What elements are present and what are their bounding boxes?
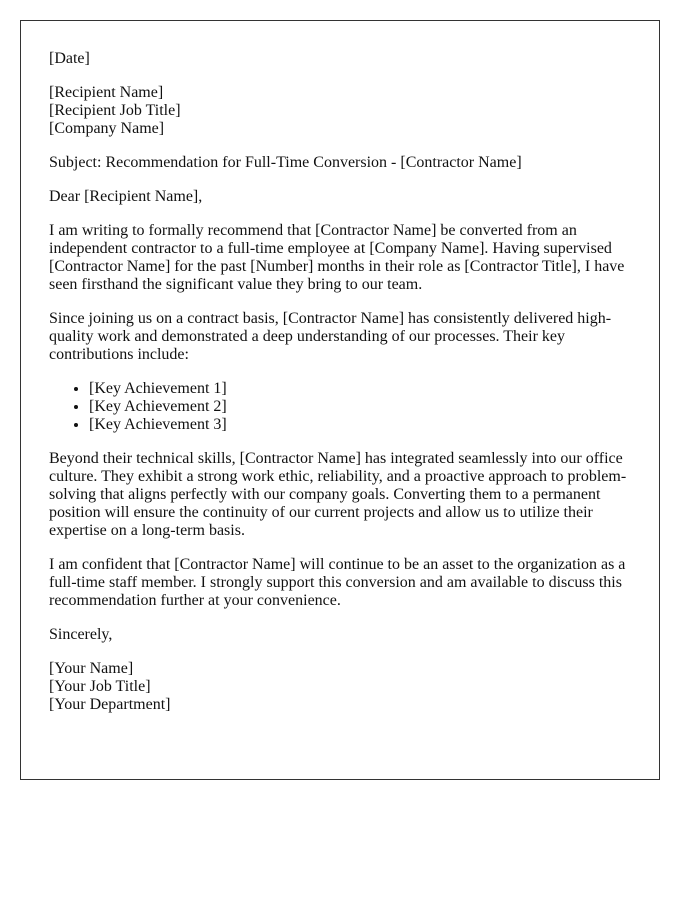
letter-closing: Sincerely,	[49, 626, 113, 643]
body-paragraph-culture: Beyond their technical skills, [Contractor Name] has integrated seamlessly into our office culture. They exhibit a strong work ethic, reliability, and a proactive approach to problem-solving that aligns perfectly with our company goals. Converting them to a permanent position will ensure the continuity of our current projects and allow us to utilize their expertise on a long-term basis.	[49, 450, 627, 539]
achievement-item: • [Key Achievement 2]	[89, 398, 631, 416]
recipient-job-title: [Recipient Job Title]	[49, 102, 181, 119]
letter-subject: Subject: Recommendation for Full-Time Conversion - [Contractor Name]	[49, 154, 522, 171]
body-paragraph-intro: I am writing to formally recommend that [Contractor Name] be converted from an independent contractor to a full-time employee at [Company Name]. Having supervised [Contractor Name] for the past [Number] months in their role as [Contractor Title], I have seen firsthand the significant value they bring to our team.	[49, 222, 625, 293]
achievement-item: • [Key Achievement 3]	[89, 416, 631, 434]
recipient-company: [Company Name]	[49, 120, 165, 137]
sender-department: [Your Department]	[49, 696, 171, 713]
achievement-item: • [Key Achievement 1]	[89, 380, 631, 398]
body-paragraph-contributions: Since joining us on a contract basis, [Contractor Name] has consistently delivered high-quality work and demonstrated a deep understanding of our processes. Their key contributions include:	[49, 310, 612, 363]
letter-page	[20, 20, 660, 780]
sender-name: [Your Name]	[49, 660, 134, 677]
recipient-name: [Recipient Name]	[49, 84, 164, 101]
recipient-block	[49, 84, 631, 138]
letter-salutation: Dear [Recipient Name],	[49, 188, 203, 205]
body-paragraph-conclusion: I am confident that [Contractor Name] will continue to be an asset to the organization as a full-time staff member. I strongly support this conversion and am available to discuss this recommendation further at your convenience.	[49, 556, 626, 609]
sender-block	[49, 660, 631, 714]
sender-job-title: [Your Job Title]	[49, 678, 151, 695]
letter-date: [Date]	[49, 50, 90, 67]
achievements-list	[49, 380, 631, 434]
